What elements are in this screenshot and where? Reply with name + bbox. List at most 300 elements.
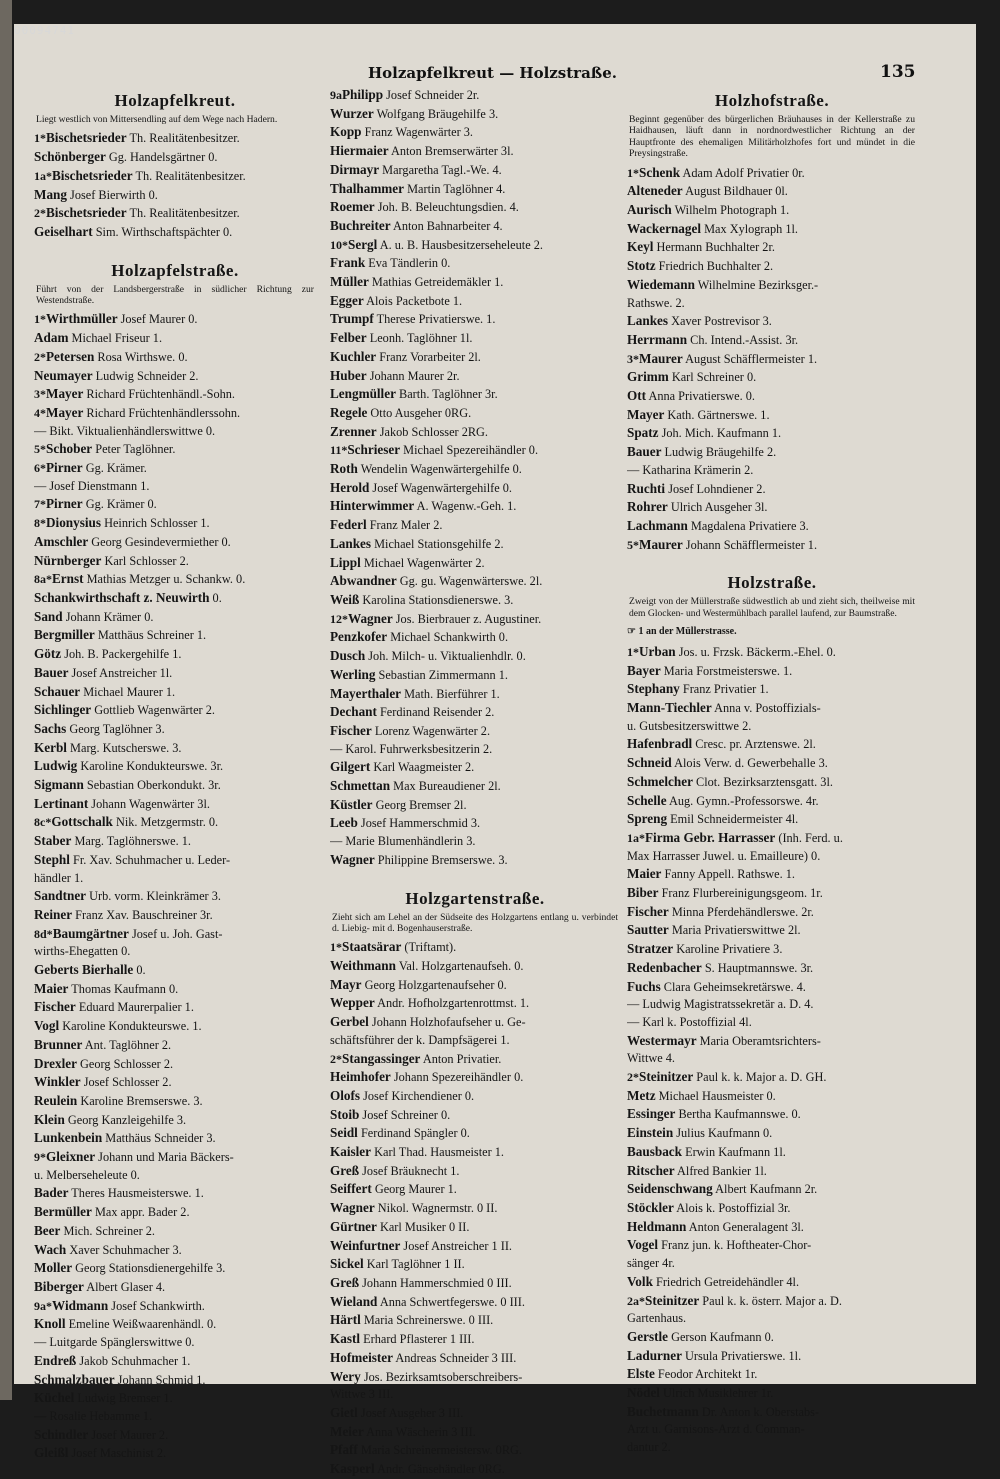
resident-details: Ludwig Schneider 2. — [95, 368, 199, 383]
resident-entry — [627, 1014, 917, 1032]
resident-entry — [627, 829, 917, 848]
resident-entry — [34, 552, 316, 571]
resident-details: (Triftamt). — [404, 940, 457, 955]
resident-details: Johann und Maria Bäckers- — [98, 1150, 234, 1165]
resident-entry — [627, 1199, 917, 1218]
resident-entry — [330, 1032, 620, 1050]
resident-entry — [34, 1111, 316, 1130]
street-description: Führt von der Landsbergerstraße in südlicher Richtung zur Westendstraße. — [36, 283, 314, 307]
resident-entry — [34, 980, 316, 999]
resident-entry — [34, 1389, 316, 1408]
resident-entry — [34, 870, 316, 888]
resident-surname: Hinterwimmer — [330, 498, 415, 514]
resident-details: wirths-Ehegatten 0. — [34, 944, 131, 959]
resident-entry — [627, 201, 917, 220]
resident-surname: Sichlinger — [34, 702, 92, 718]
resident-details: Feodor Architekt 1r. — [657, 1367, 758, 1382]
resident-surname: Wepper — [330, 995, 375, 1011]
resident-entry — [627, 1032, 917, 1051]
resident-surname: Petersen — [46, 348, 95, 364]
resident-entry — [330, 1460, 620, 1479]
resident-details: Johann Maurer 2r. — [369, 368, 460, 383]
resident-surname: Ladurner — [627, 1347, 682, 1363]
resident-details: Franz Maler 2. — [369, 518, 443, 533]
resident-details: Joh. Mich. Kaufmann 1. — [661, 426, 782, 441]
resident-details: Friedrich Getreidehändler 4l. — [655, 1274, 800, 1289]
resident-entry — [627, 220, 917, 239]
resident-surname: Buchreiter — [330, 217, 391, 233]
resident-surname: Schneid — [627, 755, 672, 771]
resident-surname: Meier — [330, 1423, 364, 1439]
resident-surname: Stöckler — [627, 1200, 674, 1215]
resident-surname: Fischer — [34, 999, 76, 1015]
resident-details: Josef Anstreicher 1 II. — [403, 1238, 512, 1253]
resident-surname: Spreng — [627, 811, 668, 827]
resident-surname: Trumpf — [330, 311, 374, 327]
resident-details: Josef Maurer 2. — [91, 1427, 169, 1442]
resident-surname: Fuchs — [627, 978, 661, 994]
resident-entry — [627, 517, 917, 536]
resident-details: Rathswe. 2. — [627, 295, 685, 310]
resident-entry — [627, 1292, 917, 1311]
resident-surname: Volk — [627, 1273, 653, 1289]
resident-details: Michael Stationsgehilfe 2. — [374, 536, 504, 551]
resident-details: Karl Schreiner 0. — [671, 370, 757, 385]
resident-surname: Schankwirthschaft z. Neuwirth — [34, 589, 210, 605]
resident-entry — [627, 1439, 917, 1457]
resident-entry — [330, 994, 620, 1013]
resident-surname: Klein — [34, 1111, 65, 1127]
resident-entry — [627, 718, 917, 736]
resident-surname: Zrenner — [330, 423, 377, 439]
resident-entry — [627, 810, 917, 829]
resident-entry — [34, 1241, 316, 1260]
resident-surname: Lunkenbein — [34, 1130, 103, 1146]
resident-details: Anna Schwertfegerswe. 0 III. — [379, 1294, 525, 1309]
resident-details: Friedrich Buchhalter 2. — [658, 259, 774, 274]
resident-entry — [34, 1148, 316, 1167]
resident-surname: Sickel — [330, 1256, 364, 1272]
resident-surname: Schauer — [34, 683, 81, 699]
resident-entry — [627, 1068, 917, 1087]
resident-surname: Dusch — [330, 648, 366, 664]
resident-entry — [627, 1143, 917, 1162]
resident-entry — [330, 161, 620, 180]
resident-entry — [627, 238, 917, 257]
resident-surname: Bischetsrieder — [46, 205, 127, 221]
resident-details: Josef Bräuknecht 1. — [362, 1163, 460, 1178]
resident-entry — [330, 1180, 620, 1199]
resident-details: Gg. Krämer 0. — [85, 497, 157, 512]
resident-details: Emil Schneidermeister 4l. — [670, 812, 799, 827]
section-gap — [627, 554, 917, 568]
resident-entry — [34, 683, 316, 702]
resident-surname: Regele — [330, 404, 368, 420]
resident-surname: Amschler — [34, 533, 89, 549]
resident-surname: Herold — [330, 479, 370, 495]
resident-surname: Bader — [34, 1185, 69, 1201]
resident-entry — [330, 1349, 620, 1368]
resident-entry — [330, 329, 620, 348]
house-number: 2a* — [627, 1293, 645, 1308]
resident-surname: Abwandner — [330, 573, 397, 589]
resident-surname: Vogel — [627, 1237, 659, 1253]
resident-entry — [330, 1293, 620, 1312]
resident-entry — [627, 295, 917, 313]
resident-entry — [34, 167, 316, 186]
resident-surname: Keyl — [627, 239, 654, 255]
resident-details: Sebastian Oberkondukt. 3r. — [86, 778, 221, 793]
resident-details: Urb. vorm. Kleinkrämer 3. — [89, 889, 221, 904]
resident-surname: Wagner — [330, 851, 375, 867]
resident-entry — [627, 480, 917, 499]
resident-surname: Werling — [330, 666, 376, 682]
resident-entry — [330, 1368, 620, 1387]
resident-surname: Winkler — [34, 1074, 81, 1090]
resident-surname: Steinitzer — [639, 1069, 694, 1085]
resident-details: Julius Kaufmann 0. — [676, 1126, 773, 1141]
house-number: 11* — [330, 443, 348, 458]
resident-surname: Wieland — [330, 1293, 378, 1309]
resident-details: Fanny Appell. Rathswe. 1. — [664, 867, 795, 882]
house-number: 8* — [34, 516, 46, 531]
resident-surname: Götz — [34, 646, 62, 662]
resident-surname: Biberger — [34, 1279, 84, 1294]
resident-entry — [627, 164, 917, 183]
resident-details: Ursula Privatierswe. 1l. — [685, 1348, 802, 1363]
resident-details: Bertha Kaufmannswe. 0. — [678, 1107, 801, 1122]
resident-entry — [34, 1297, 316, 1316]
resident-surname: Dirmayr — [330, 161, 380, 177]
resident-surname: Kopp — [330, 124, 362, 140]
resident-surname: Müller — [330, 274, 369, 290]
resident-details: Johann Hammerschmied 0 III. — [362, 1276, 512, 1290]
resident-entry — [330, 703, 620, 722]
resident-details: Richard Früchtenhändlerssohn. — [86, 405, 241, 420]
resident-details: Anton Generalagent 3l. — [688, 1219, 804, 1234]
resident-details: Johann Schmid 1. — [117, 1372, 206, 1387]
resident-details: Josef u. Joh. Gast- — [131, 926, 223, 941]
resident-details: Josef Schneider 2r. — [386, 88, 480, 102]
resident-surname: Dechant — [330, 704, 377, 720]
resident-details: Johann Krämer 0. — [65, 609, 154, 624]
house-number: 2* — [330, 1051, 342, 1066]
resident-surname: Mann-Tiechler — [627, 700, 712, 716]
resident-surname: Ludwig — [34, 758, 78, 774]
resident-surname: Bermüller — [34, 1204, 92, 1220]
resident-details: Peter Taglöhner. — [95, 442, 176, 457]
resident-details: Mathias Getreidemäkler 1. — [371, 275, 504, 290]
resident-surname: Wurzer — [330, 105, 374, 121]
resident-entry — [34, 459, 316, 478]
resident-surname: Gilgert — [330, 759, 371, 775]
resident-details: Nik. Metzgermstr. 0. — [115, 815, 219, 830]
resident-entry — [330, 796, 620, 815]
resident-details: dantur 2. — [627, 1440, 671, 1455]
resident-surname: Adam — [34, 330, 69, 346]
resident-entry — [330, 976, 620, 995]
resident-entry — [34, 664, 316, 683]
street-heading: Holzhofstraße. — [714, 91, 830, 110]
resident-entry — [627, 462, 917, 480]
resident-details: Maria Privatierswittwe 2l. — [671, 923, 801, 938]
resident-surname: Endreß — [34, 1352, 77, 1368]
resident-details: Michael Schankwirth 0. — [390, 630, 509, 645]
resident-surname: Grimm — [627, 369, 669, 385]
resident-entry — [330, 254, 620, 273]
resident-surname: Schenk — [639, 164, 681, 180]
resident-details: Josef Schankwirth. — [111, 1298, 205, 1313]
resident-details: Gg. Handelsgärtner 0. — [108, 150, 218, 165]
resident-entry — [34, 423, 316, 441]
resident-details: Marg. Taglöhnerswe. 1. — [74, 834, 191, 849]
resident-surname: Aurisch — [627, 202, 672, 218]
resident-details: Karolina Stationsdienerswe. 3. — [362, 592, 514, 607]
resident-details: Val. Holzgartenaufseh. 0. — [398, 959, 524, 974]
resident-entry — [627, 1236, 917, 1255]
resident-entry — [330, 1162, 620, 1181]
resident-entry — [627, 662, 917, 681]
resident-entry — [330, 1386, 620, 1404]
resident-details: u. Melberseheleute 0. — [34, 1167, 140, 1182]
resident-surname: Fischer — [627, 903, 669, 919]
resident-entry — [34, 739, 316, 758]
resident-surname: Thalhammer — [330, 180, 404, 196]
resident-details: Max Harrasser Juwel. u. Emailleure) 0. — [627, 848, 821, 863]
house-number: 4* — [34, 405, 46, 420]
resident-entry — [627, 959, 917, 978]
resident-details: — Karl k. Postoffizial 4l. — [627, 1014, 752, 1029]
resident-details: — Bikt. Viktualienhändlerswittwe 0. — [34, 423, 216, 438]
resident-details: A. u. B. Hausbesitzerseheleute 2. — [379, 237, 543, 252]
resident-entry — [330, 367, 620, 386]
resident-details: Heinrich Schlosser 1. — [104, 516, 210, 531]
house-number: 1* — [627, 644, 639, 659]
resident-details: Alois Packetbote 1. — [366, 293, 463, 308]
resident-entry — [34, 514, 316, 533]
resident-entry — [34, 776, 316, 795]
resident-surname: Wirthmüller — [46, 311, 118, 327]
resident-surname: Bergmiller — [34, 627, 95, 643]
resident-surname: Gleißl — [34, 1445, 69, 1461]
resident-details: Max Bureaudiener 2l. — [393, 779, 501, 794]
resident-entry — [627, 1310, 917, 1328]
resident-details: Max appr. Bader 2. — [94, 1205, 190, 1220]
resident-details: sänger 4r. — [627, 1256, 675, 1271]
resident-details: Otto Ausgeher 0RG. — [370, 405, 472, 420]
resident-details: Leonh. Taglöhner 1l. — [369, 331, 473, 346]
resident-details: Karl Schlosser 2. — [104, 553, 189, 568]
resident-details: Fr. Xav. Schuhmacher u. Leder- — [73, 852, 231, 867]
resident-entry — [34, 943, 316, 961]
resident-details: — Rosalie Hebamme 1. — [34, 1408, 153, 1423]
section-gap — [34, 242, 316, 256]
resident-entry — [627, 643, 917, 662]
resident-details: Josef Hammerschmid 3. — [360, 816, 481, 831]
resident-details: Ulrich Ausgeher 3l. — [670, 500, 768, 515]
resident-entry — [330, 1330, 620, 1349]
resident-details: Johann Holzhofaufseher u. Ge- — [371, 1015, 526, 1030]
resident-entry — [34, 645, 316, 664]
resident-surname: Bausback — [627, 1143, 682, 1159]
resident-entry — [330, 1013, 620, 1032]
resident-entry — [330, 1124, 620, 1143]
resident-entry — [34, 1315, 316, 1334]
resident-details: Karl Taglöhner 1 II. — [366, 1257, 465, 1272]
resident-surname: Baumgärtner — [52, 925, 129, 941]
resident-entry — [627, 921, 917, 940]
resident-entry — [34, 186, 316, 205]
resident-entry — [627, 331, 917, 350]
resident-surname: Roth — [330, 461, 358, 477]
resident-details: Jos. u. Frzsk. Bäckerm.-Ehel. 0. — [678, 644, 836, 659]
resident-details: Karl Musiker 0 II. — [379, 1219, 470, 1234]
resident-entry — [330, 86, 620, 105]
resident-surname: Wagner — [348, 610, 393, 626]
resident-entry — [34, 1371, 316, 1390]
resident-details: Josef Maurer 0. — [120, 312, 198, 327]
resident-details: — Luitgarde Spänglerswittwe 0. — [34, 1335, 195, 1350]
resident-entry — [330, 741, 620, 759]
resident-details: Andr. Gänsehändler 0RG. — [377, 1462, 505, 1477]
resident-entry — [34, 906, 316, 925]
resident-details: — Marie Blumenhändlerin 3. — [330, 834, 476, 849]
resident-details: Josef Ausgeher 3 III. — [360, 1405, 464, 1420]
resident-entry — [330, 404, 620, 423]
resident-surname: Schmelcher — [627, 773, 693, 789]
house-number: 10* — [330, 237, 348, 252]
resident-details: Franz jun. k. Hoftheater-Chor- — [661, 1238, 812, 1253]
resident-details: Maria Schreinermeistersw. 0RG. — [360, 1443, 522, 1458]
street-heading: Holzstraße. — [727, 573, 817, 593]
resident-entry — [627, 368, 917, 387]
resident-entry — [330, 123, 620, 142]
resident-surname: Schmalzbauer — [34, 1371, 115, 1387]
resident-details: Therese Privatierswe. 1. — [376, 312, 496, 327]
resident-details: Karoline Kondukteurswe. 3r. — [80, 759, 224, 774]
resident-entry — [330, 310, 620, 329]
resident-surname: Ernst — [52, 571, 84, 587]
resident-entry — [34, 1073, 316, 1092]
resident-entry — [330, 1423, 620, 1442]
column-middle — [330, 86, 620, 1479]
resident-surname: Sand — [34, 608, 63, 624]
resident-entry — [330, 1218, 620, 1237]
house-number: 1* — [330, 940, 342, 955]
scan-id-stamp: 00094741 — [14, 24, 75, 37]
resident-surname: Urban — [639, 643, 676, 659]
resident-details: Franz Flurbereinigungsgeom. 1r. — [661, 886, 823, 901]
resident-surname: Bauer — [627, 444, 662, 460]
resident-entry — [34, 404, 316, 423]
resident-surname: Olofs — [330, 1087, 361, 1103]
resident-surname: Felber — [330, 330, 367, 346]
resident-surname: Ruchti — [627, 480, 666, 496]
resident-details: Georg Taglöhner 3. — [69, 721, 165, 736]
street-description: Zweigt von der Müllerstraße südwestlich ab und zieht sich, theilweise mit dem Glocken- und Westermühlbach parallel laufend, zur Baumstraße. — [629, 596, 915, 619]
resident-details: S. Hauptmannswe. 3r. — [704, 960, 814, 975]
resident-surname: Greß — [330, 1275, 360, 1290]
resident-details: Josef Lohndiener 2. — [668, 481, 766, 496]
resident-details: Paul k. k. österr. Major a. D. — [702, 1293, 842, 1308]
resident-details: Georg Gesindevermiether 0. — [91, 534, 231, 549]
resident-entry — [34, 608, 316, 627]
house-number: 8d* — [34, 926, 53, 941]
resident-surname: Weiß — [330, 591, 360, 607]
resident-surname: Frank — [330, 255, 366, 271]
book-fold-shadow — [0, 0, 12, 1400]
resident-details: Karoline Privatiere 3. — [676, 942, 783, 957]
resident-surname: Heimhofer — [330, 1069, 391, 1085]
house-number: 9a — [330, 88, 342, 102]
resident-entry — [330, 628, 620, 647]
resident-details: Maria Schreinerswe. 0 III. — [363, 1313, 494, 1328]
resident-surname: Ritscher — [627, 1162, 675, 1178]
house-number: 8c* — [34, 815, 52, 830]
resident-details: Thomas Kaufmann 0. — [71, 981, 179, 996]
resident-entry — [330, 1404, 620, 1423]
resident-details: Karoline Bremserswe. 3. — [80, 1093, 203, 1108]
resident-surname: Schönberger — [34, 149, 106, 165]
resident-details: Gartenhaus. — [627, 1311, 687, 1326]
resident-entry — [330, 142, 620, 161]
house-number: 8a* — [34, 572, 52, 587]
resident-surname: Steinitzer — [645, 1292, 700, 1308]
resident-details: Georg Holzgartenaufseher 0. — [364, 977, 507, 992]
resident-surname: Maurer — [639, 350, 683, 366]
resident-details: Anna v. Postoffizials- — [714, 701, 821, 716]
resident-entry — [330, 105, 620, 124]
resident-entry — [330, 1106, 620, 1125]
resident-surname: Gürtner — [330, 1218, 377, 1234]
resident-surname: Buchetmann — [627, 1403, 699, 1419]
resident-details: Ch. Intend.-Assist. 3r. — [690, 332, 799, 347]
resident-entry — [627, 1255, 917, 1273]
resident-surname: Bischetsrieder — [52, 167, 133, 183]
resident-details: Eva Tändlerin 0. — [368, 256, 451, 271]
resident-surname: Huber — [330, 367, 367, 383]
resident-entry — [627, 1273, 917, 1292]
resident-entry — [627, 1218, 917, 1237]
resident-details: Johann Wagenwärter 3l. — [91, 796, 210, 811]
resident-surname: Lengmüller — [330, 386, 396, 402]
resident-details: Jakob Schlosser 2RG. — [379, 424, 488, 439]
resident-details: Th. Realitätenbesitzer. — [135, 168, 246, 183]
resident-surname: Kasperl — [330, 1461, 375, 1477]
resident-details: — Ludwig Magistratssekretär a. D. 4. — [627, 997, 814, 1012]
resident-details: Anton Bremserwärter 3l. — [390, 144, 514, 159]
resident-details: Ferdinand Spängler 0. — [360, 1126, 470, 1141]
resident-entry — [627, 257, 917, 276]
resident-entry — [330, 957, 620, 976]
resident-details: Alfred Bankier 1l. — [677, 1163, 767, 1178]
resident-entry — [34, 348, 316, 367]
resident-surname: Weithmann — [330, 958, 396, 974]
resident-surname: Federl — [330, 517, 367, 533]
resident-entry — [627, 754, 917, 773]
resident-details: Maria Forstmeisterswe. 1. — [663, 663, 793, 678]
resident-details: Ant. Taglöhner 2. — [84, 1037, 172, 1052]
column-left — [34, 86, 316, 1463]
resident-surname: Mayer — [46, 386, 84, 402]
resident-surname: Beer — [34, 1222, 61, 1238]
resident-surname: Pirner — [46, 496, 83, 512]
resident-surname: Geberts Bierhalle — [34, 962, 134, 978]
resident-details: August Schäfflermeister 1. — [685, 351, 818, 366]
resident-entry — [34, 570, 316, 589]
resident-details: Wilhelmine Bezirksger.- — [697, 277, 819, 292]
resident-details: Michael Maurer 1. — [83, 684, 176, 699]
